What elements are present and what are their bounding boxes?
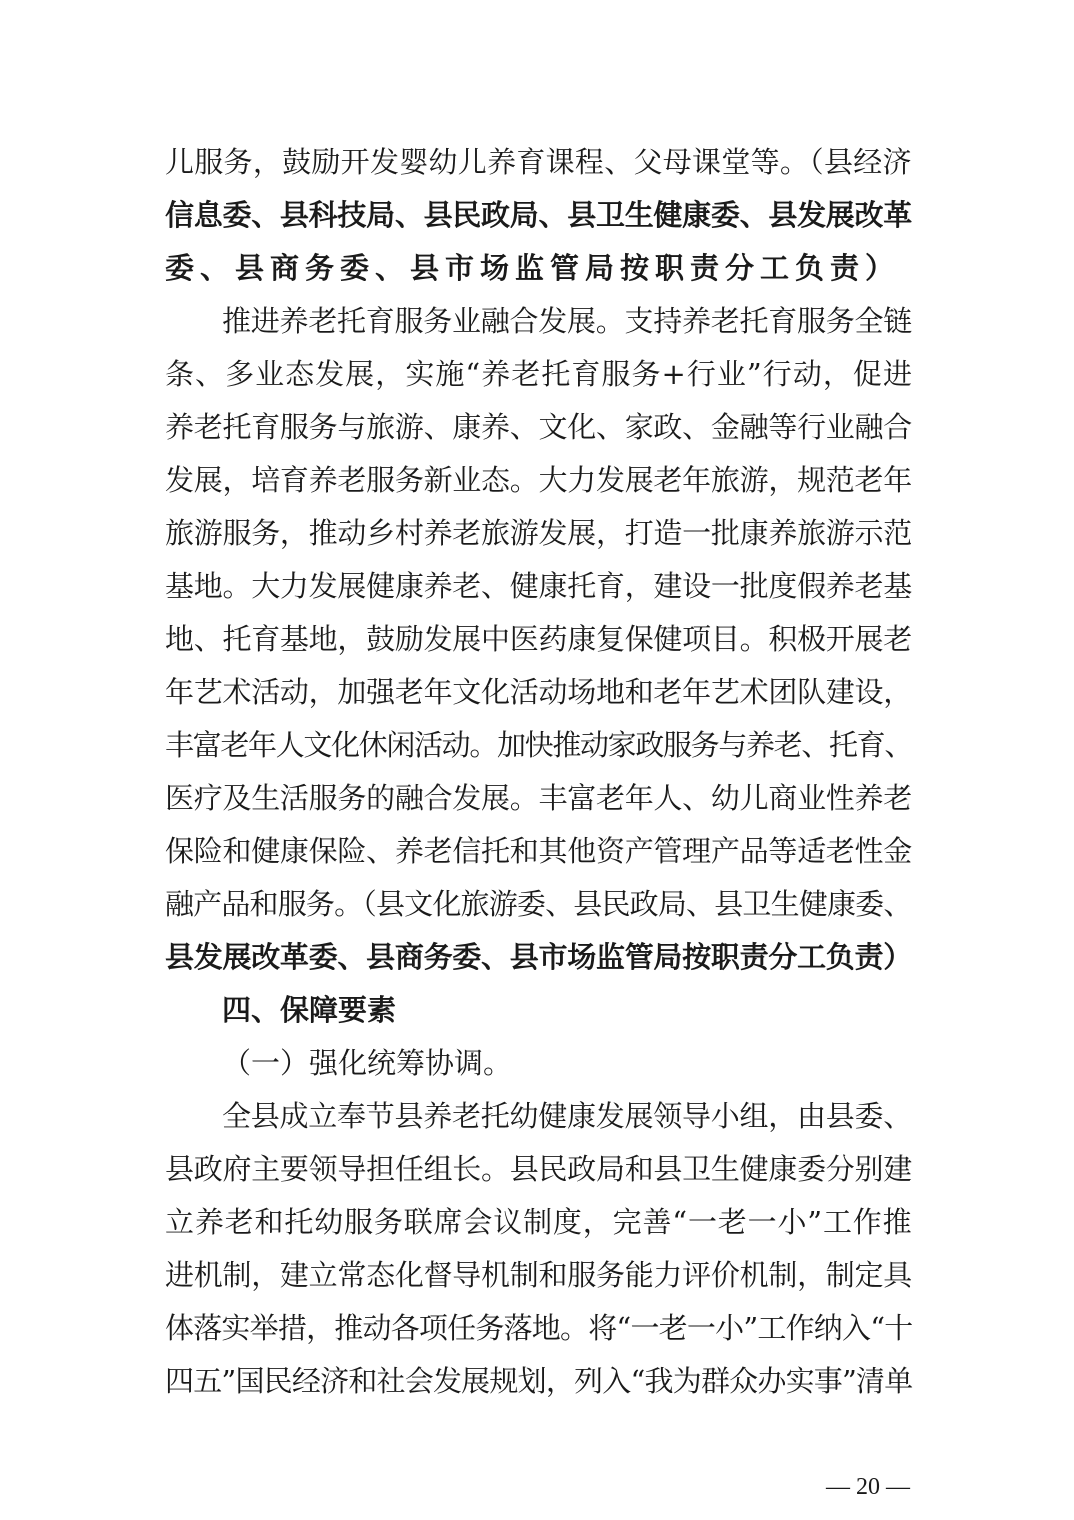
line-text: 委、县商务委、县市场监管局按职责分工负责） [165,251,901,285]
line-text: 县发展改革委、县商务委、县市场监管局按职责分工负责） [165,940,913,974]
line-text: 体落实举措，推动各项任务落地。将“一老一小”工作纳入“十 [165,1311,913,1345]
text-line [0,1143,1074,1195]
line-text: 四五”国民经济和社会发展规划，列入“我为群众办实事”清单 [165,1364,913,1398]
text-line [0,719,1074,771]
line-text: 养老托育服务与旅游、康养、文化、家政、金融等行业融合 [165,410,913,444]
text-line [0,348,1074,400]
line-text: 基地。大力发展健康养老、健康托育，建设一批度假养老基 [165,569,913,603]
text-line-paragraph-start [0,295,1074,347]
line-text: 年艺术活动，加强老年文化活动场地和老年艺术团队建设， [165,675,913,709]
text-line [0,507,1074,559]
text-line [0,401,1074,453]
line-text: 发展，培育养老服务新业态。大力发展老年旅游，规范老年 [165,463,913,497]
text-line [0,878,1074,930]
subsection-heading [0,1037,1074,1089]
line-text: 地、托育基地，鼓励发展中医药康复保健项目。积极开展老 [165,622,913,656]
text-line [0,560,1074,612]
page-number: — 20 — [826,1474,910,1500]
section-heading-text: 四、保障要素 [222,993,397,1027]
text-line [0,1302,1074,1354]
line-text: 全县成立奉节县养老托幼健康发展领导小组，由县委、 [222,1099,913,1133]
line-text: 医疗及生活服务的融合发展。丰富老年人、幼儿商业性养老 [165,781,913,815]
text-line [0,454,1074,506]
text-line [0,772,1074,824]
line-text: 进机制，建立常态化督导机制和服务能力评价机制，制定具 [165,1258,913,1292]
text-line [0,613,1074,665]
line-text: 融产品和服务。（县文化旅游委、县民政局、县卫生健康委、 [165,887,912,921]
section-heading [0,984,1074,1036]
subsection-heading-text: （一）强化统筹协调。 [222,1046,513,1080]
line-text: 条、多业态发展，实施“养老托育服务+行业”行动，促进 [165,357,913,391]
line-text: 立养老和托幼服务联席会议制度，完善“一老一小”工作推 [165,1205,913,1239]
line-text: 保险和健康保险、养老信托和其他资产管理产品等适老性金 [165,834,913,868]
text-line [0,825,1074,877]
text-line-paragraph-start [0,1090,1074,1142]
line-text: 县政府主要领导担任组长。县民政局和县卫生健康委分别建 [165,1152,913,1186]
line-text: 信息委、县科技局、县民政局、县卫生健康委、县发展改革 [165,198,913,232]
line-text: 丰富老年人文化休闲活动。加快推动家政服务与养老、托育、 [165,728,913,762]
text-line-responsible-units [0,931,1074,983]
text-line [0,1249,1074,1301]
text-line [0,1355,1074,1407]
text-line-responsible-units [0,189,1074,241]
line-text: 推进养老托育服务业融合发展。支持养老托育服务全链 [222,304,913,338]
line-text: 旅游服务，推动乡村养老旅游发展，打造一批康养旅游示范 [165,516,913,550]
text-line [0,1196,1074,1248]
text-line-responsible-units [0,242,1074,294]
text-line [0,666,1074,718]
line-text: 儿服务，鼓励开发婴幼儿养育课程、父母课堂等。（县经济 [165,145,912,179]
text-line [0,136,1074,188]
